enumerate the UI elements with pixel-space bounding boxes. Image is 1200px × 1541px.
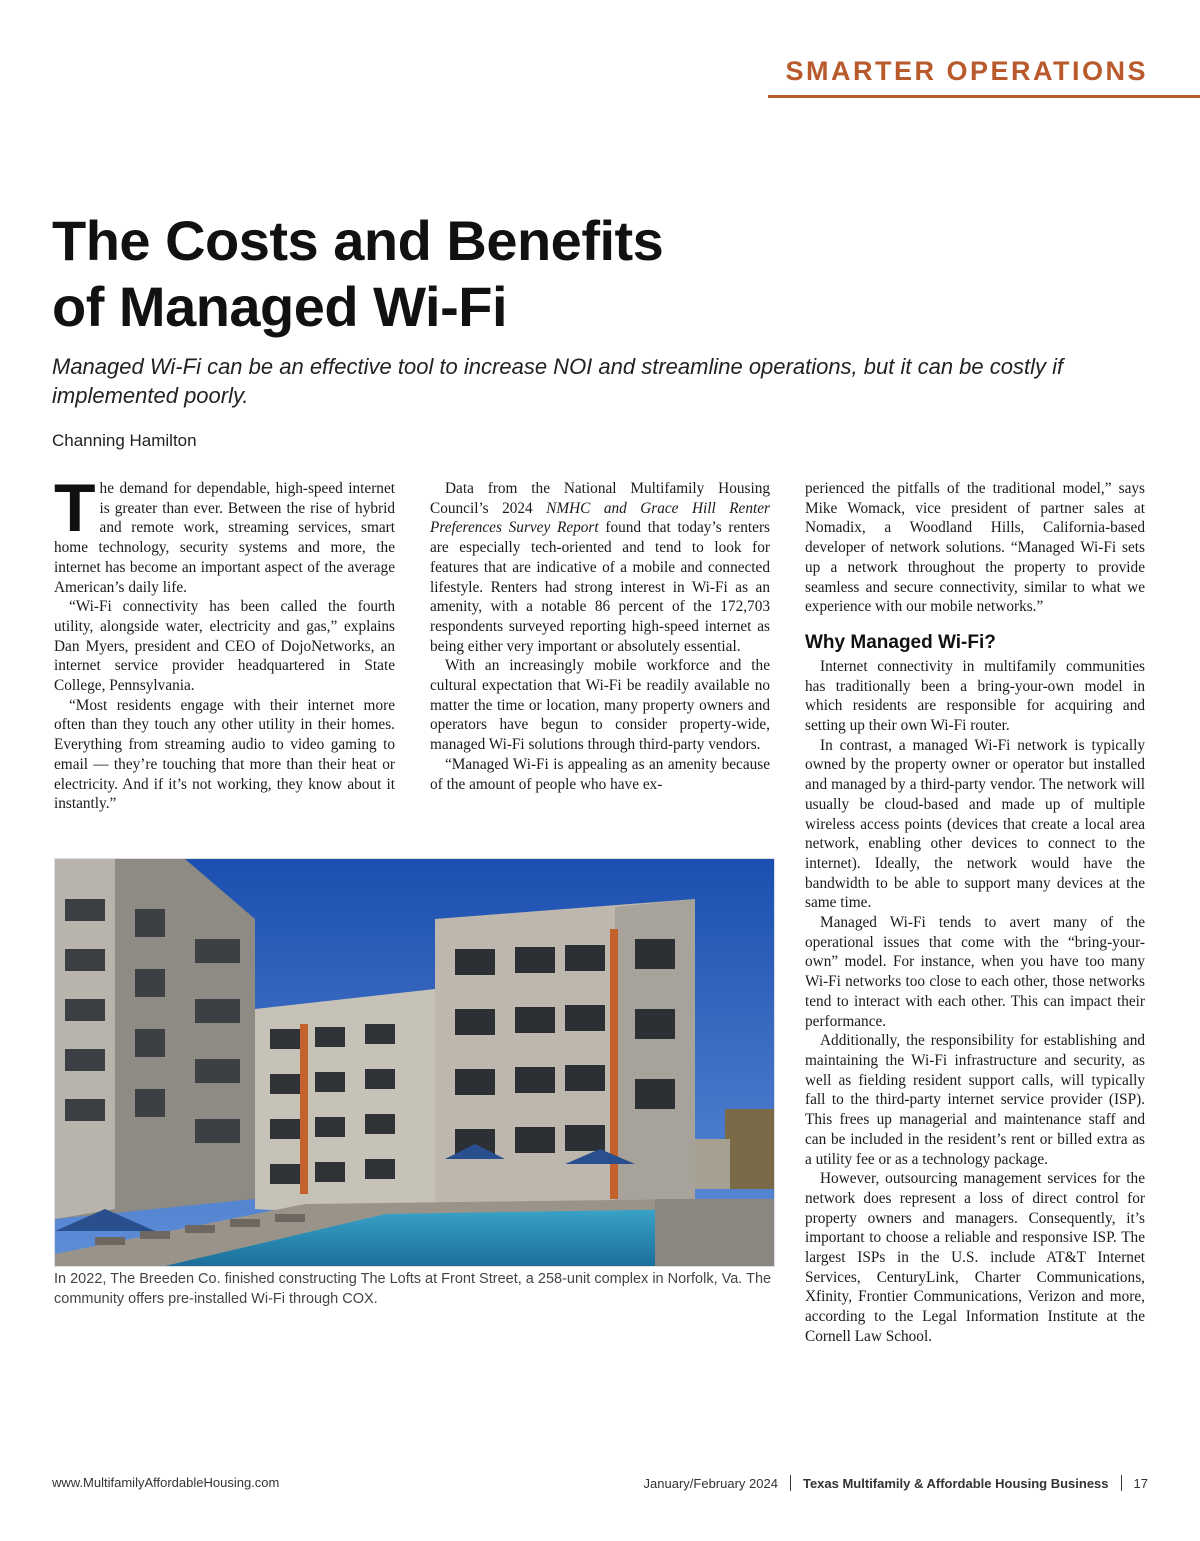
paragraph: “Most residents engage with their internet more often than they touch any other utility in their homes. Everything from streaming audio to video gaming to email — they’re touching that more than their heat or electricity. And if it’s not working, they know about it instantly.” bbox=[54, 696, 395, 813]
report-title: NMHC and Grace Hill Renter Preferences Survey Report bbox=[430, 499, 770, 537]
article-title bbox=[52, 208, 1052, 340]
footer-divider bbox=[1121, 1475, 1122, 1491]
section-label: SMARTER OPERATIONS bbox=[785, 56, 1148, 86]
footer-issue: January/February 2024 bbox=[643, 1476, 778, 1491]
column-3 bbox=[805, 479, 1145, 1347]
footer-publication: Texas Multifamily & Affordable Housing Business bbox=[802, 1476, 1109, 1491]
paragraph bbox=[54, 470, 395, 597]
footer-website: www.MultifamilyAffordableHousing.com bbox=[52, 1475, 280, 1490]
footer-divider bbox=[790, 1475, 791, 1491]
paragraph-text: Data from the National Multifamily Housing Council’s 2024 bbox=[430, 480, 770, 517]
paragraph: perienced the pitfalls of the traditional model,” says Mike Womack, vice president of partner sales at Nomadix, a Woodland Hills, California-based developer of network solutions. “Managed Wi-Fi sets up a network throughout the property to provide seamless and secure connectivity, similar to what we experience with our mobile networks.” bbox=[805, 480, 1145, 616]
byline: Channing Hamilton bbox=[52, 431, 197, 450]
photo-caption: In 2022, The Breeden Co. finished constructing The Lofts at Front Street, a 258-unit complex in Norfolk, Va. The community offers pre-installed Wi-Fi through COX. bbox=[54, 1271, 772, 1307]
column-2 bbox=[430, 479, 770, 794]
page-number: 17 bbox=[1133, 1476, 1148, 1491]
drop-cap: T bbox=[54, 470, 96, 546]
photo-illustration bbox=[55, 859, 774, 1266]
title-line-2: of Managed Wi-Fi bbox=[52, 275, 508, 338]
paragraph: “Managed Wi-Fi is appealing as an amenity because of the amount of people who have ex- bbox=[430, 755, 770, 793]
paragraph: In contrast, a managed Wi-Fi network is typically owned by the property owner or operator but installed and managed by a third-party vendor. The network will usually be cloud-based and made up of multiple wireless access points (devices that create a local area network, enabling other devices to connect to the internet). Ideally, the network would have the bandwidth to be able to support many devices at the same time. bbox=[805, 736, 1145, 912]
paragraph-text: found that today’s renters are especially tech-oriented and tend to look for features that are indicative of a mobile and connected lifestyle. Renters had strong interest in Wi-Fi as an amenity, with a notable 86 percent of the 172,703 respondents surveyed reporting high-speed internet as being either very important or absolutely essential. bbox=[430, 519, 770, 655]
section-subhead: Why Managed Wi-Fi? bbox=[805, 631, 996, 653]
paragraph: Managed Wi-Fi tends to avert many of the operational issues that come with the “bring-your-own” model. For instance, when you have too many Wi-Fi networks too close to each other, those networks tend to interact with each other. This can impact their performance. bbox=[805, 914, 1145, 1030]
article-subtitle: Managed Wi-Fi can be an effective tool to increase NOI and streamline operations, but it can be costly if implemented poorly. bbox=[52, 354, 1064, 408]
title-line-1: The Costs and Benefits bbox=[52, 209, 664, 272]
paragraph: With an increasingly mobile workforce and the cultural expectation that Wi-Fi be readily available no matter the time or location, many property owners and operators have begun to consider property-wide, managed Wi-Fi solutions through third-party vendors. bbox=[430, 657, 770, 754]
paragraph: “Wi-Fi connectivity has been called the fourth utility, alongside water, electricity and gas,” explains Dan Myers, president and CEO of DojoNetworks, an internet service provider headquartered in State College, Pennsylvania. bbox=[54, 598, 395, 695]
paragraph: Internet connectivity in multifamily communities has traditionally been a bring-your-own model in which residents are responsible for acquiring and setting up their own Wi-Fi router. bbox=[805, 657, 1145, 735]
section-rule bbox=[768, 95, 1200, 98]
footer-publication-info bbox=[644, 1475, 1148, 1491]
paragraph-text: he demand for dependable, high-speed internet is greater than ever. Between the rise of hybrid and remote work, streaming services, smart home technology, security systems and more, the internet has become an important aspect of the average American’s daily life. bbox=[54, 480, 395, 596]
paragraph: Additionally, the responsibility for establishing and maintaining the Wi-Fi infrastructure and security, as well as fielding resident support calls, will typically fall to the third-party internet service provider (ISP). This frees up managerial and maintenance staff and can be included in the resident’s rent or billed extra as a utility fee or as a technology package. bbox=[805, 1032, 1145, 1168]
apartment-pool-photo bbox=[54, 858, 775, 1267]
paragraph bbox=[430, 479, 770, 656]
column-1 bbox=[54, 470, 395, 814]
paragraph: However, outsourcing management services for the network does represent a loss of direct control for property owners and managers. Consequently, it’s important to choose a reliable and responsive ISP. The largest ISPs in the U.S. include AT&T Internet Services, CenturyLink, Charter Communications, Xfinity, Frontier Communications, Verizon and more, according to the Legal Information Institute at the Cornell Law School. bbox=[805, 1170, 1145, 1345]
